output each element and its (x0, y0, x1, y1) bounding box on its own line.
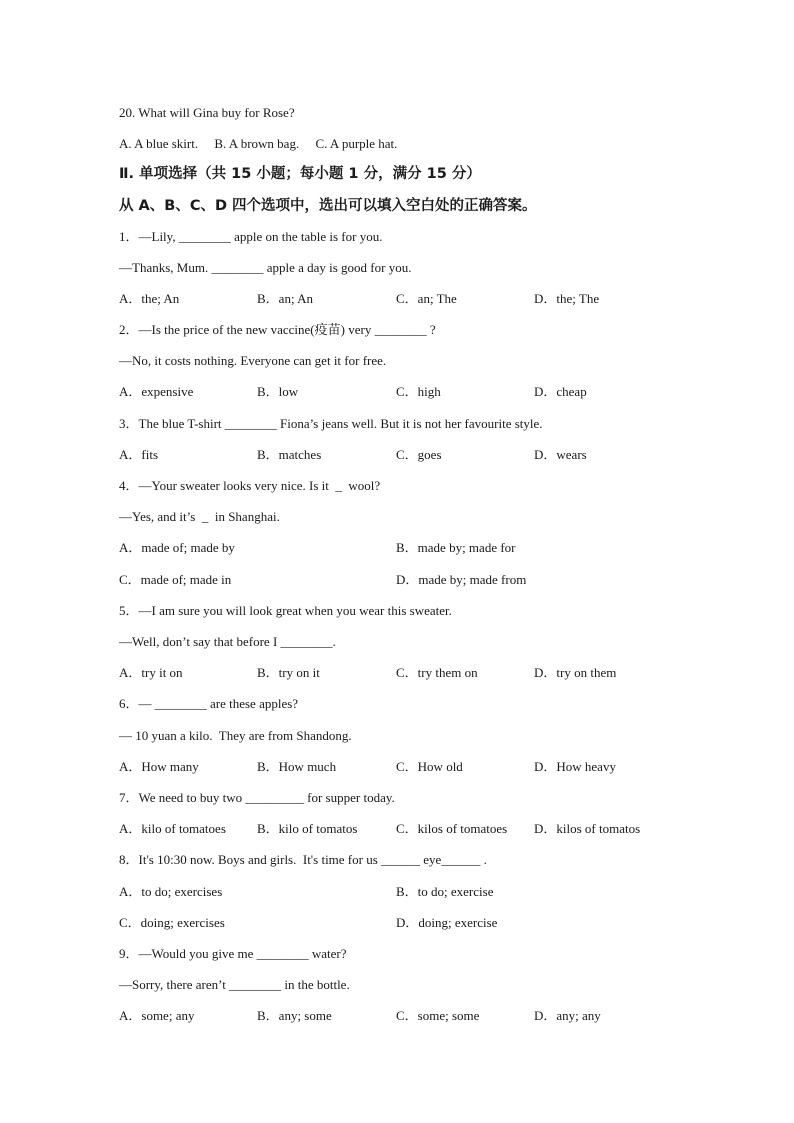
question-4-line-1: 4．—Your sweater looks very nice. Is it _ wool? (119, 478, 381, 493)
q5-option-c: C．try them on (396, 665, 478, 680)
q4-option-a: A．made of; made by (119, 540, 235, 555)
q2-option-c: C．high (396, 384, 441, 399)
question-9-line-1: 9．—Would you give me ________ water? (119, 946, 347, 961)
q9-option-d: D．any; any (534, 1008, 601, 1023)
q8-option-a: A．to do; exercises (119, 884, 223, 899)
q5-option-a: A．try it on (119, 665, 183, 680)
q8-option-c: C．doing; exercises (119, 915, 225, 930)
q6-option-d: D．How heavy (534, 759, 616, 774)
q3-option-b: B．matches (257, 447, 322, 462)
q1-option-b: B．an; An (257, 291, 313, 306)
q4-option-d: D．made by; made from (396, 572, 527, 587)
question-2-line-1: 2．—Is the price of the new vaccine(疫苗) very ________ ? (119, 322, 436, 337)
question-5-line-2: —Well, don’t say that before I ________. (119, 634, 336, 649)
question-1-line-2: —Thanks, Mum. ________ apple a day is good for you. (119, 260, 412, 275)
q8-option-d: D．doing; exercise (396, 915, 498, 930)
q5-option-d: D．try on them (534, 665, 617, 680)
q3-option-d: D．wears (534, 447, 587, 462)
q2-option-a: A．expensive (119, 384, 194, 399)
q5-option-b: B．try on it (257, 665, 320, 680)
q4-option-b: B．made by; made for (396, 540, 516, 555)
section-instruction: 从 A、B、C、D 四个选项中，选出可以填入空白处的正确答案。 (119, 198, 537, 214)
q3-option-c: C．goes (396, 447, 442, 462)
q4-option-c: C．made of; made in (119, 572, 232, 587)
q6-option-c: C．How old (396, 759, 463, 774)
q2-option-d: D．cheap (534, 384, 587, 399)
q9-option-b: B．any; some (257, 1008, 332, 1023)
section-title: Ⅱ. 单项选择（共 15 小题；每小题 1 分，满分 15 分） (119, 166, 481, 182)
q7-option-a: A．kilo of tomatoes (119, 821, 226, 836)
question-6-line-1: 6．— ________ are these apples? (119, 696, 299, 711)
q6-option-a: A．How many (119, 759, 199, 774)
q7-option-d: D．kilos of tomatos (534, 821, 641, 836)
question-7-line-1: 7．We need to buy two _________ for supper today. (119, 790, 395, 805)
question-6-line-2: — 10 yuan a kilo. They are from Shandong. (119, 728, 352, 743)
question-2-line-2: —No, it costs nothing. Everyone can get it for free. (119, 353, 387, 368)
question-4-line-2: —Yes, and it’s _ in Shanghai. (119, 509, 280, 524)
q7-option-b: B．kilo of tomatos (257, 821, 358, 836)
question-9-line-2: —Sorry, there aren’t ________ in the bottle. (119, 977, 350, 992)
q1-option-a: A．the; An (119, 291, 180, 306)
q1-option-c: C．an; The (396, 291, 457, 306)
q8-option-b: B．to do; exercise (396, 884, 494, 899)
q1-option-d: D．the; The (534, 291, 600, 306)
q20-options: A. A blue skirt. B. A brown bag. C. A purple hat. (119, 136, 398, 151)
q20-question: 20. What will Gina buy for Rose? (119, 105, 295, 120)
question-5-line-1: 5．—I am sure you will look great when you wear this sweater. (119, 603, 452, 618)
question-8-line-1: 8．It's 10:30 now. Boys and girls. It's time for us ______ eye______ . (119, 852, 487, 867)
q2-option-b: B．low (257, 384, 299, 399)
question-3-line-1: 3．The blue T-shirt ________ Fiona’s jeans well. But it is not her favourite style. (119, 416, 543, 431)
q9-option-c: C．some; some (396, 1008, 480, 1023)
q3-option-a: A．fits (119, 447, 159, 462)
q7-option-c: C．kilos of tomatoes (396, 821, 508, 836)
q9-option-a: A．some; any (119, 1008, 195, 1023)
q6-option-b: B．How much (257, 759, 337, 774)
question-1-line-1: 1．—Lily, ________ apple on the table is for you. (119, 229, 383, 244)
